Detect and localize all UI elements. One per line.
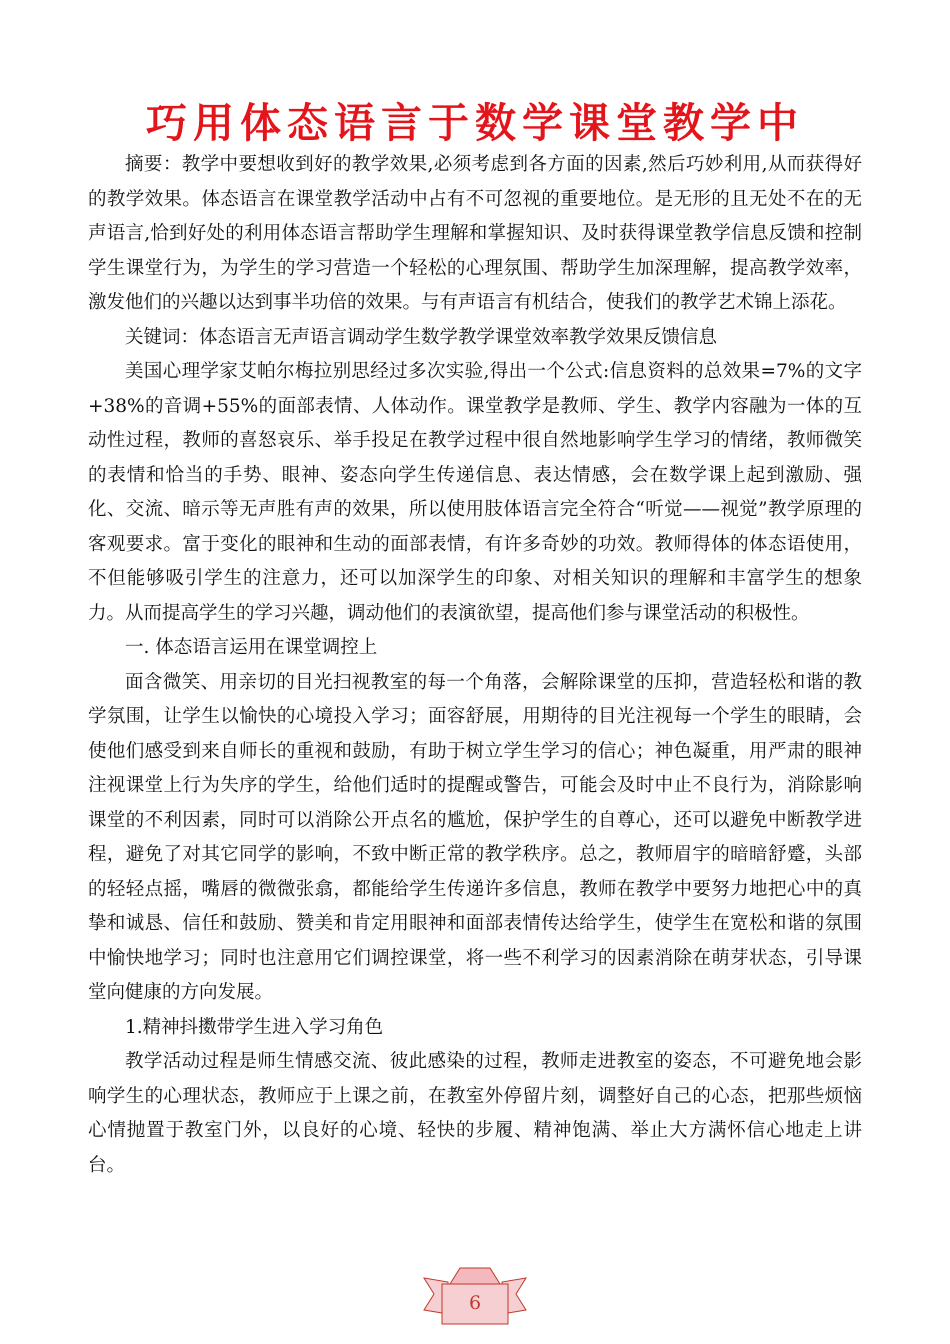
document-title: 巧用体态语言于数学课堂教学中 (146, 99, 804, 147)
section-1-paragraph: 面含微笑、用亲切的目光扫视教室的每一个角落，会解除课堂的压抑，营造轻松和谐的教学氛围，让学生以愉快的心境投入学习；面容舒展，用期待的目光注视每一个学生的眼睛，会使他们感受到来自师长的重视和鼓励，有助于树立学生学习的信心；神色凝重，用严肃的眼神注视课堂上行为失序的学生，给他们适时的提醒或警告，可能会及时中止不良行为，消除影响课堂的不利因素，同时可以消除公开点名的尴尬，保护学生的自尊心，还可以避免中断教学进程，避免了对其它同学的影响，不致中断正常的教学秩序。总之，教师眉宇的暗暗舒蹙，头部的轻轻点摇，嘴唇的微微张翕，都能给学生传递许多信息，教师在教学中要努力地把心中的真挚和诚恳、信任和鼓励、赞美和肯定用眼神和面部表情传达给学生，使学生在宽松和谐的氛围中愉快地学习；同时也注意用它们调控课堂，将一些不利学习的因素消除在萌芽状态，引导课堂向健康的方向发展。 (88, 671, 862, 1003)
keywords-paragraph: 关键词：体态语言无声语言调动学生数学教学课堂效率教学效果反馈信息 (125, 326, 718, 348)
page-number: 6 (468, 1292, 482, 1314)
page-number-badge (420, 1262, 530, 1332)
document-body (88, 148, 862, 1183)
section-heading-1: 一. 体态语言运用在课堂调控上 (125, 637, 378, 658)
subsection-heading-1: 1.精神抖擞带学生进入学习角色 (125, 1016, 384, 1038)
page-footer (0, 1262, 950, 1332)
abstract-paragraph: 摘要：教学中要想收到好的教学效果,必须考虑到各方面的因素,然后巧妙利用,从而获得好的教学效果。体态语言在课堂教学活动中占有不可忽视的重要地位。是无形的且无处不在的无声语言,恰到好处的利用体态语言帮助学生理解和掌握知识、及时获得课堂教学信息反馈和控制学生课堂行为，为学生的学习营造一个轻松的心理氛围、帮助学生加深理解，提高教学效率，激发他们的兴趣以达到事半功倍的效果。与有声语言有机结合，使我们的教学艺术锦上添花。 (88, 154, 862, 313)
subsection-1-paragraph: 教学活动过程是师生情感交流、彼此感染的过程，教师走进教室的姿态，不可避免地会影响学生的心理状态，教师应于上课之前，在教室外停留片刻，调整好自己的心态，把那些烦恼心情抛置于教室门外，以良好的心境、轻快的步履、精神饱满、举止大方满怀信心地走上讲台。 (88, 1051, 862, 1176)
intro-paragraph: 美国心理学家艾帕尔梅拉别思经过多次实验,得出一个公式:信息资料的总效果=7%的文字+38%的音调+55%的面部表情、人体动作。课堂教学是教师、学生、教学内容融为一体的互动性过程，教师的喜怒哀乐、举手投足在教学过程中很自然地影响学生学习的情绪，教师微笑的表情和恰当的手势、眼神、姿态向学生传递信息、表达情感，会在数学课上起到激励、强化、交流、暗示等无声胜有声的效果，所以使用肢体语言完全符合“听觉——视觉”教学原理的客观要求。富于变化的眼神和生动的面部表情，有许多奇妙的功效。教师得体的体态语使用，不但能够吸引学生的注意力，还可以加深学生的印象、对相关知识的理解和丰富学生的想象力。从而提高学生的学习兴趣，调动他们的表演欲望，提高他们参与课堂活动的积极性。 (88, 361, 862, 624)
